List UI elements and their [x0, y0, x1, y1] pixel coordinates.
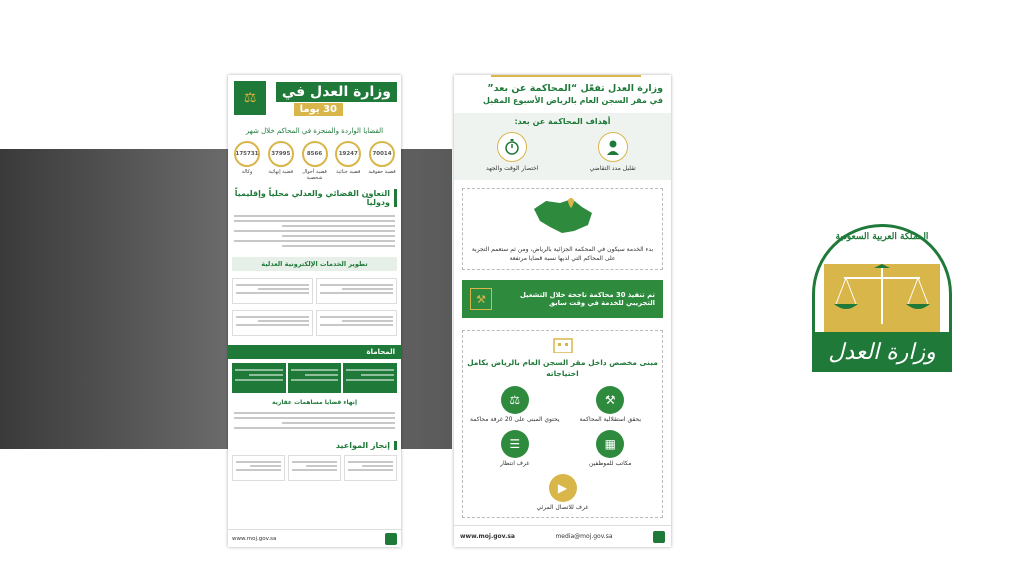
map-text: بدء الخدمة سيكون في المحكمة الجزائية بالرياض، ومن ثم ستعمم التجربة على المحاكم التي لديها نسبة قضايا مرتفعة — [471, 246, 654, 262]
stopwatch-icon — [497, 132, 527, 162]
left-footer — [228, 529, 401, 547]
features-grid — [467, 386, 658, 513]
stat-label: قضية أحوال شخصية — [302, 169, 327, 181]
text-placeholder — [228, 209, 401, 253]
waiting-icon: ☰ — [501, 430, 529, 458]
emblem-green-band — [812, 332, 952, 372]
building-title: مبنى مخصص داخل مقر السجن العام بالرياض بكامل احتياجاته — [467, 358, 658, 379]
feature-item — [467, 386, 563, 424]
camera-icon: ▶ — [549, 474, 577, 502]
scale-icon: ⚖ — [501, 386, 529, 414]
stat-item — [232, 141, 262, 181]
left-badge: 30 يوما — [294, 103, 343, 116]
feature-label: مكاتب للموظفين — [589, 459, 632, 467]
trials-bar — [462, 280, 663, 318]
right-subtitle: في مقر السجن العام بالرياض الأسبوع المقبل — [482, 96, 663, 105]
right-title: وزارة العدل تفعّل “المحاكمة عن بعد” — [487, 83, 663, 94]
mini-logo-icon — [653, 531, 665, 543]
section-e-services: تطوير الخدمات الإلكترونية العدلية — [232, 257, 397, 271]
gavel-icon: ⚒ — [470, 288, 492, 310]
feature-label: غرف انتظار — [500, 459, 530, 467]
building-section — [462, 330, 663, 518]
e-services-boxes — [228, 275, 401, 307]
left-header — [228, 75, 401, 123]
stats-row — [228, 139, 401, 183]
section-real-estate: إنهاء قضايا مساهمات عقارية — [271, 399, 357, 406]
judge-icon — [598, 132, 628, 162]
appointments-boxes — [228, 452, 401, 484]
gavel-icon: ⚒ — [596, 386, 624, 414]
stat-item — [266, 141, 296, 181]
scales-of-justice-icon — [824, 264, 940, 332]
infographic-remote-trial — [454, 75, 671, 547]
e-services-boxes-2 — [228, 307, 401, 339]
trials-text: تم تنفيذ 30 محاكمة ناجحة خلال التشغيل التجريبي للخدمة في وقت سابق — [519, 291, 655, 307]
stat-value: 70014 — [369, 141, 395, 167]
stat-value: 175731 — [234, 141, 260, 167]
stat-item — [333, 141, 363, 181]
text-placeholder — [228, 406, 401, 435]
office-icon: ▦ — [596, 430, 624, 458]
section-cooperation: التعاون القضائي والعدلي محلياً وإقليمياً ودولياً — [232, 189, 397, 207]
saudi-map-icon — [467, 195, 658, 241]
stat-label: قضية جنائية — [336, 169, 361, 175]
stat-label: قضية حقوقية — [368, 169, 396, 175]
right-footer — [454, 525, 671, 547]
feature-item — [563, 430, 659, 468]
goal-item — [573, 132, 653, 172]
mini-logo-icon — [385, 533, 397, 545]
ministry-of-justice-emblem — [812, 224, 952, 372]
right-footer-email: media@moj.gov.sa — [555, 533, 613, 540]
stat-item — [300, 141, 330, 181]
stat-value: 8566 — [302, 141, 328, 167]
section-appointments: إنجاز المواعيد — [232, 441, 397, 450]
left-title: وزارة العدل في — [276, 82, 397, 102]
stat-label: قضية إنهائية — [268, 169, 294, 175]
feature-item — [563, 386, 659, 424]
right-footer-url: www.moj.gov.sa — [460, 533, 515, 540]
feature-label: غرف للاتصال المرئي — [536, 504, 589, 512]
stat-label: وكالة — [241, 169, 253, 175]
goal-label: تقليل مدد التقاضي — [589, 165, 636, 172]
feature-label: يحتوي المبنى على 20 غرفة محاكمة — [470, 415, 560, 423]
goal-item — [472, 132, 552, 172]
left-footer-url: www.moj.gov.sa — [232, 535, 277, 542]
goal-label: اختصار الوقت والجهد — [486, 165, 539, 172]
goals-section — [454, 113, 671, 180]
emblem-gold-field — [824, 264, 940, 332]
top-accent — [491, 75, 641, 77]
section-advocacy: المحاماة — [228, 345, 401, 359]
map-box — [462, 188, 663, 270]
stat-value: 19247 — [335, 141, 361, 167]
left-subtitle: القضايا الواردة والمنجزة في المحاكم خلال شهر — [245, 127, 384, 135]
building-icon — [467, 335, 658, 357]
emblem-ministry-name: وزارة العدل — [828, 339, 936, 365]
advocacy-boxes — [228, 361, 401, 395]
ministry-logo-icon: ⚖ — [234, 81, 266, 115]
stat-item — [367, 141, 397, 181]
stat-value: 37995 — [268, 141, 294, 167]
emblem-arc-text: المملكة العربية السعودية — [835, 232, 929, 242]
feature-item — [467, 474, 658, 512]
feature-label: يحقق استقلالية المحاكمة — [579, 415, 642, 423]
goals-title: أهداف المحاكمة عن بعد: — [514, 117, 611, 126]
feature-item — [467, 430, 563, 468]
infographic-ministry-30-days — [228, 75, 401, 547]
